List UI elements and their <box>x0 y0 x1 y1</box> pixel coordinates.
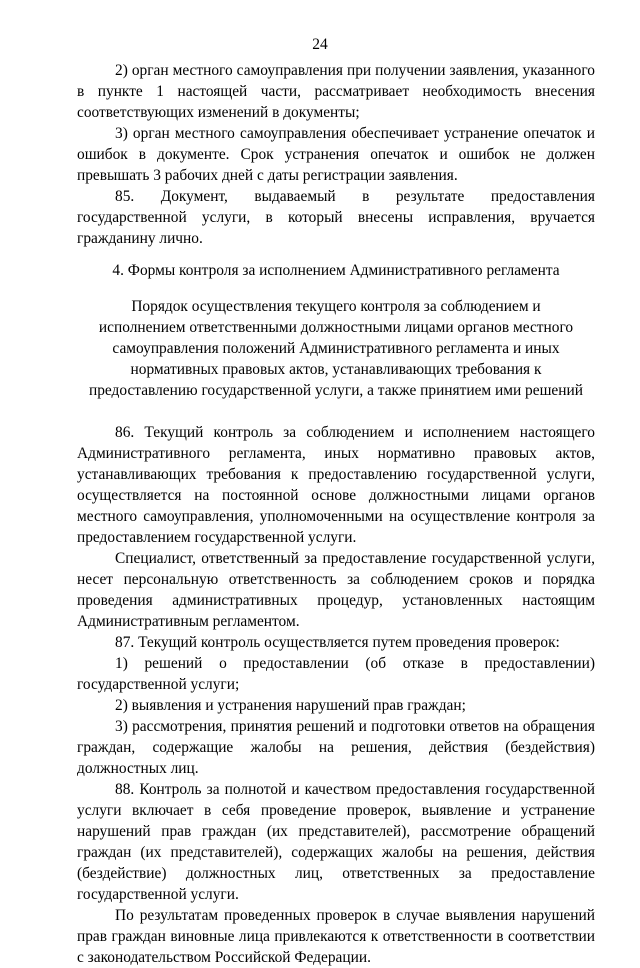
paragraph-85: 85. Документ, выдаваемый в результате предоставления государственной услуги, в который внесены исправления, вручается гражданину лично. <box>77 188 595 247</box>
paragraph-specialist: Специалист, ответственный за предоставление государственной услуги, несет персональную ответственность за соблюдением сроков и порядка проведения административных процедур, установленных настоящим Административным регламентом. <box>77 550 595 630</box>
paragraph-84-2: 2) орган местного самоуправления при получении заявления, указанного в пункте 1 настоящей части, рассматривает необходимость внесения соответствующих изменений в документы; <box>77 62 595 121</box>
paragraph-87: 87. Текущий контроль осуществляется путем проведения проверок: <box>115 634 560 651</box>
paragraph-87-1: 1) решений о предоставлении (об отказе в предоставлении) государственной услуги; <box>77 655 595 693</box>
page-content <box>77 60 595 968</box>
paragraph-84-3: 3) орган местного самоуправления обеспечивает устранение опечаток и ошибок в документе. Срок устранения опечаток и ошибок не должен превышать 3 рабочих дней с даты регистрации заявления. <box>77 125 595 184</box>
paragraph-88: 88. Контроль за полнотой и качеством предоставления государственной услуги включает в себя проведение проверок, выявление и устранение нарушений прав граждан (их представителей), рассмотрение обращений граждан (их представителей), содержащих жалобы на решения, действия (бездействие) должностных лиц, ответственных за предоставление государственной услуги. <box>77 781 595 903</box>
paragraph-87-3: 3) рассмотрения, принятия решений и подготовки ответов на обращения граждан, содержащие жалобы на решения, действия (бездействия) должностных лиц. <box>77 718 595 777</box>
section-title: 4. Формы контроля за исполнением Административного регламента <box>112 262 560 279</box>
paragraph-86: 86. Текущий контроль за соблюдением и исполнением настоящего Административного регламента, иных нормативно правовых актов, устанавливающих требования к предоставлению государственной услуги, осуществляется на постоянной основе должностными лицами органов местного самоуправления, уполномоченными на осуществление контроля за предоставлением государственной услуги. <box>77 424 595 546</box>
subsection-heading: Порядок осуществления текущего контроля за соблюдением и исполнением ответственными должностными лицами органов местного самоуправления положений Административного регламента и иных нормативных правовых актов, устанавливающих требования к предоставлению государственной услуги, а также принятием ими решений <box>89 298 583 399</box>
page-number: 24 <box>312 36 328 53</box>
paragraph-87-2: 2) выявления и устранения нарушений прав граждан; <box>115 697 466 714</box>
paragraph-results: По результатам проведенных проверок в случае выявления нарушений прав граждан виновные лица привлекаются к ответственности в соответствии с законодательством Российской Федерации. <box>77 907 595 966</box>
